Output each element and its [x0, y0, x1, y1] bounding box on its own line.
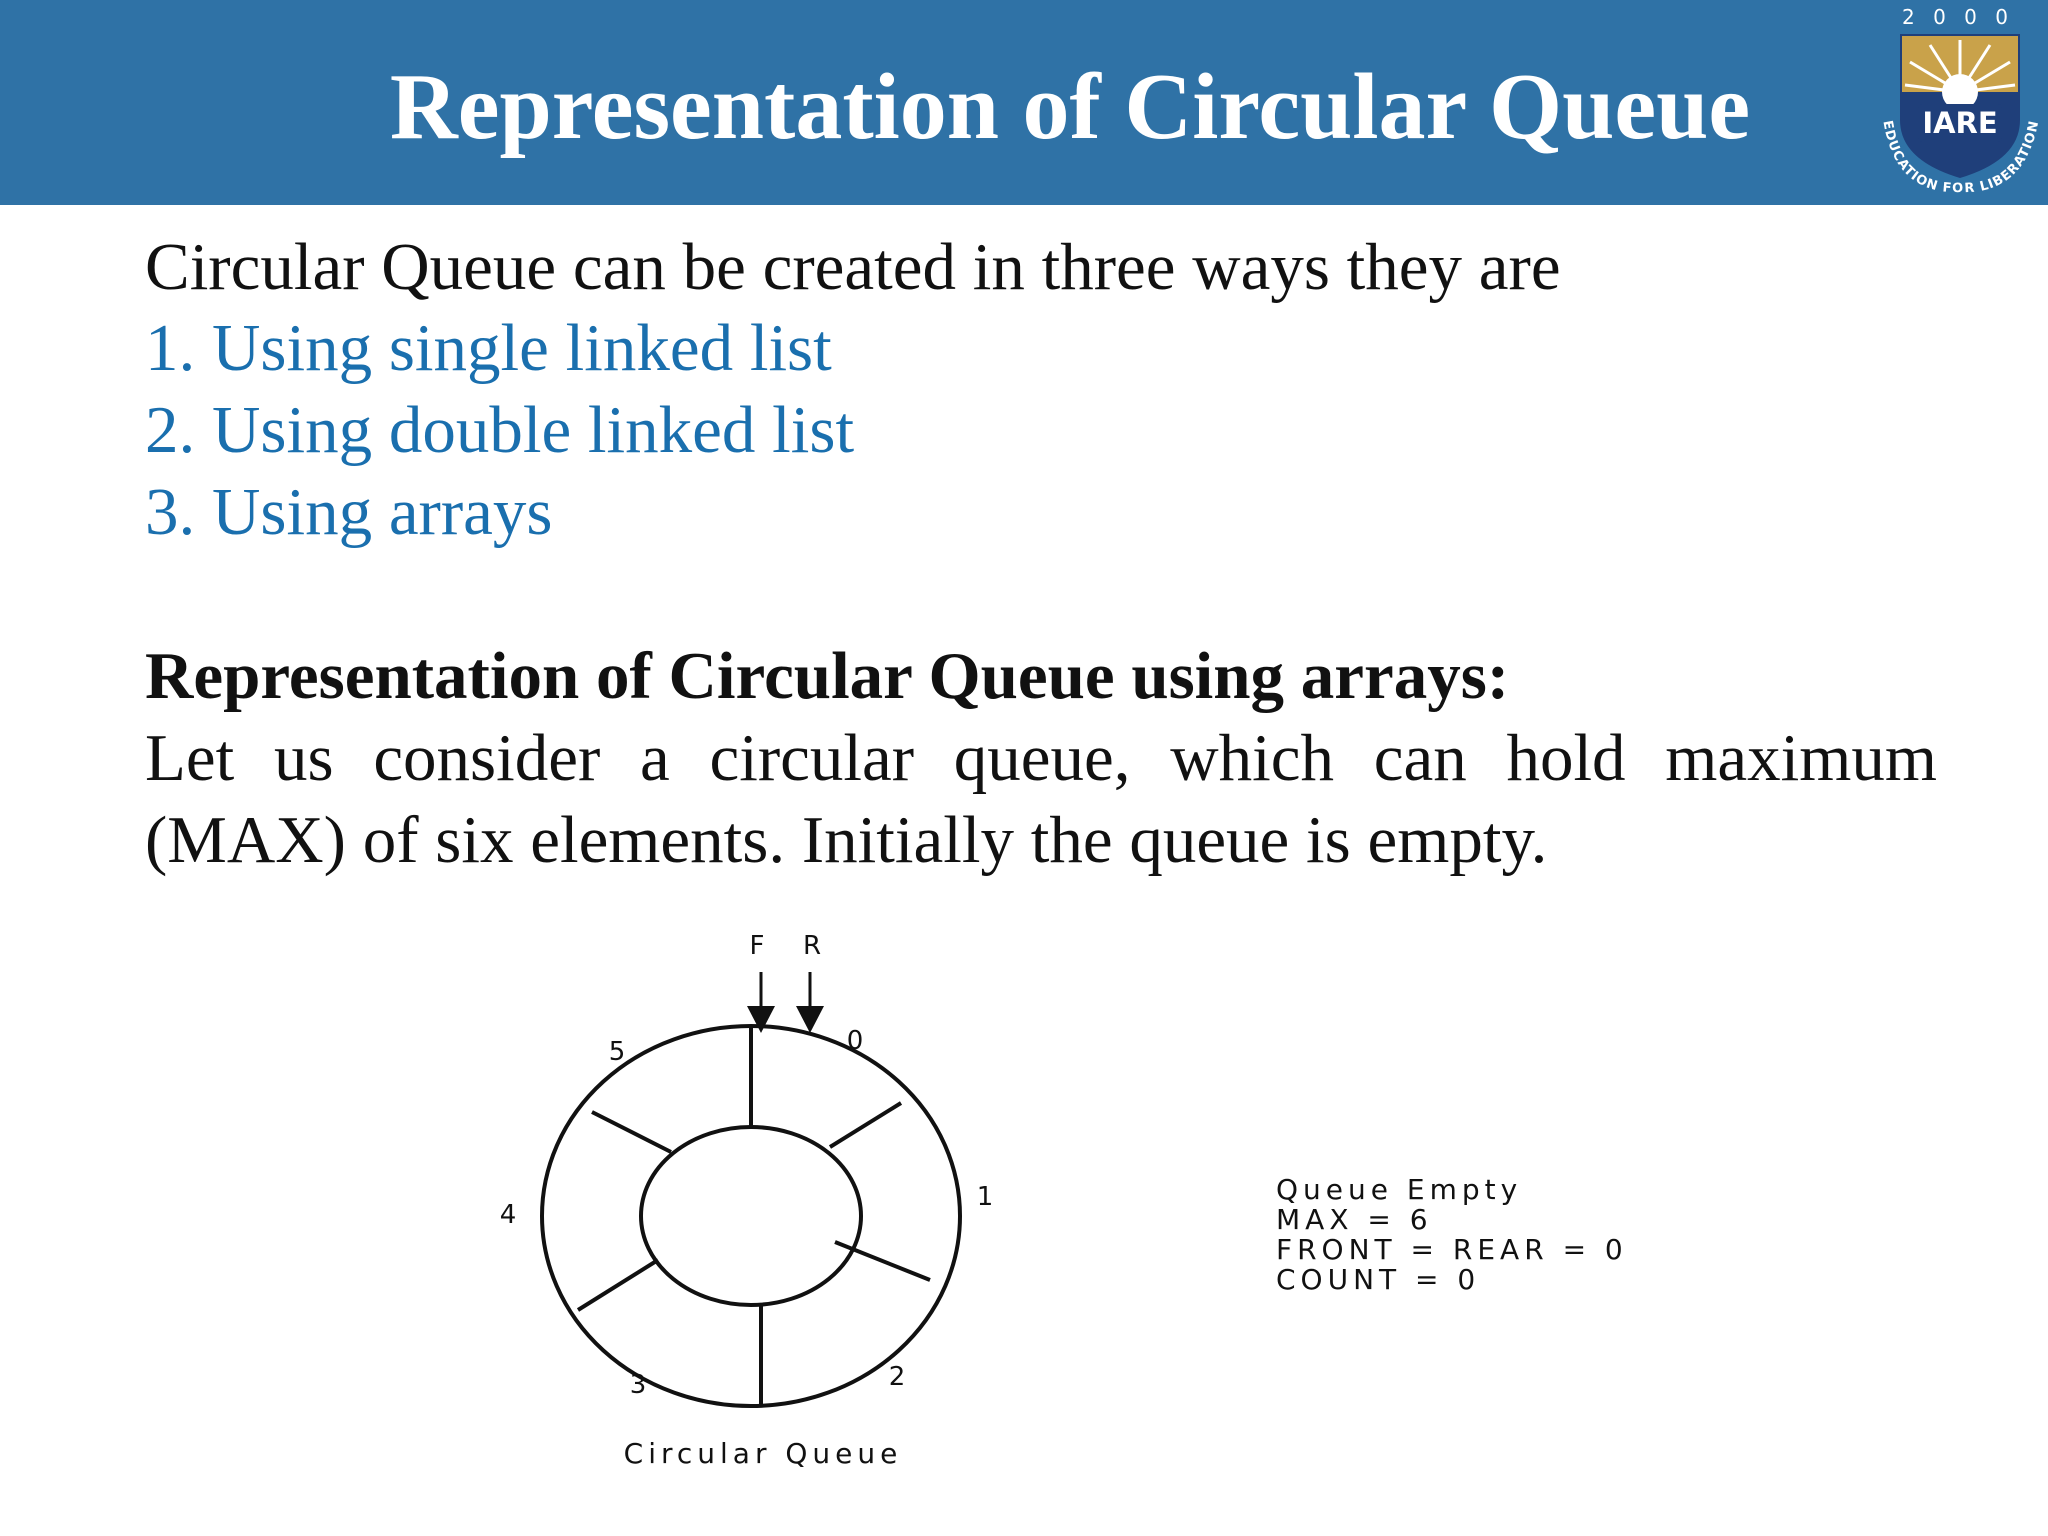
- paragraph-line-1: Let us consider a circular queue, which can hold maximum: [145, 721, 1937, 795]
- header-bar: [0, 0, 2048, 205]
- slide-title: Representation of Circular Queue: [389, 55, 1751, 159]
- front-pointer-label: F: [749, 931, 765, 961]
- iare-logo: [1860, 0, 2048, 205]
- logo-motto: EDUCATION FOR LIBERATION: [1879, 118, 2043, 197]
- status-line-empty: Queue Empty: [1276, 1173, 1523, 1206]
- paragraph-line-2: (MAX) of six elements. Initially the queue is empty.: [145, 803, 1548, 877]
- slot-index-3: 3: [629, 1370, 647, 1400]
- intro-text: Circular Queue can be created in three ways they are: [145, 230, 1561, 304]
- status-line-count: COUNT = 0: [1276, 1263, 1481, 1296]
- way-item-2: 2. Using double linked list: [145, 393, 855, 467]
- slot-index-2: 2: [888, 1362, 906, 1392]
- slot-index-5: 5: [608, 1037, 626, 1067]
- status-line-max: MAX = 6: [1276, 1203, 1433, 1236]
- slot-index-0: 0: [846, 1026, 864, 1056]
- logo-year: 2 0 0 0: [1902, 5, 2014, 29]
- status-line-front-rear: FRONT = REAR = 0: [1276, 1233, 1628, 1266]
- rear-arrow-icon: [796, 972, 824, 1033]
- slot-index-1: 1: [976, 1182, 994, 1212]
- queue-status: [1276, 1175, 1628, 1295]
- diagram-caption: Circular Queue: [623, 1437, 903, 1470]
- front-arrow-icon: [747, 972, 775, 1033]
- slot-index-4: 4: [499, 1200, 517, 1230]
- slot-dividers: [578, 1027, 930, 1406]
- rear-pointer-label: R: [802, 931, 822, 961]
- logo-name: IARE: [1922, 106, 1998, 140]
- section-heading: Representation of Circular Queue using arrays:: [145, 639, 1510, 713]
- way-item-1: 1. Using single linked list: [145, 311, 832, 385]
- queue-inner-ring: [641, 1127, 861, 1305]
- way-item-3: 3. Using arrays: [145, 475, 553, 549]
